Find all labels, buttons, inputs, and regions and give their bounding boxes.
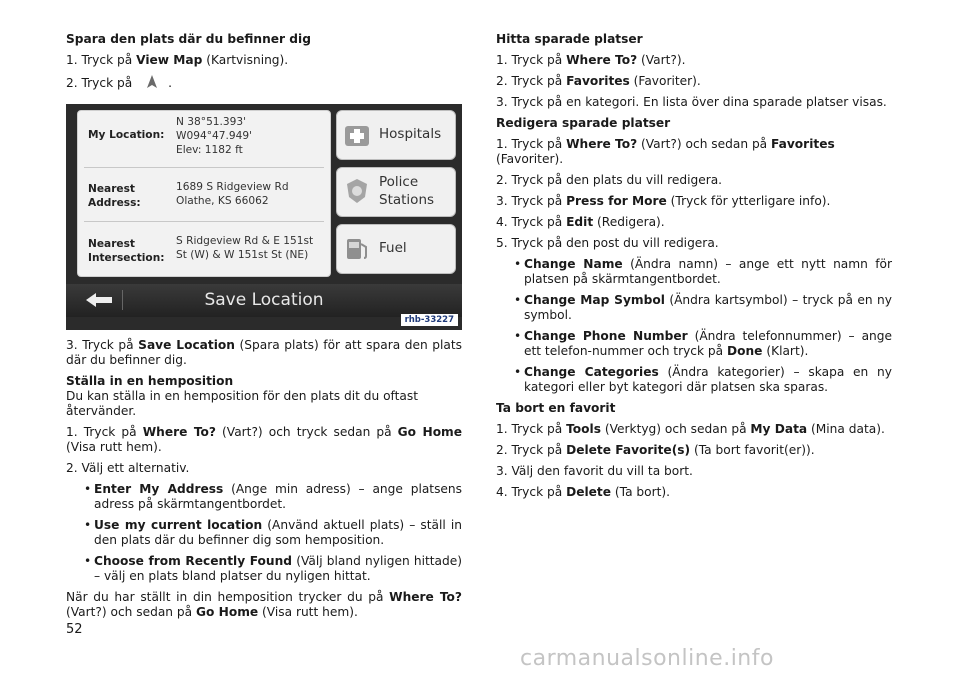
ui-term: Save Location bbox=[138, 338, 235, 352]
step-text: (Ta bort favorit(er)). bbox=[693, 443, 815, 457]
ui-term: Done bbox=[727, 344, 763, 358]
step-item bbox=[66, 461, 462, 476]
step-item bbox=[496, 53, 892, 68]
paragraph bbox=[66, 590, 462, 620]
section-heading: Redigera sparade platser bbox=[496, 116, 671, 130]
save-location-bar bbox=[66, 284, 462, 317]
step-number: 1. bbox=[496, 53, 508, 67]
my-location-row bbox=[88, 116, 324, 160]
category-label: Stations bbox=[379, 192, 435, 208]
row-label: Nearest bbox=[88, 183, 135, 195]
step-item bbox=[496, 464, 892, 479]
row-value: St (W) & W 151st St (NE) bbox=[176, 249, 309, 261]
step-number: 2. bbox=[496, 443, 508, 457]
step-number: 2. bbox=[496, 173, 508, 187]
ui-term: Delete bbox=[566, 485, 612, 499]
step-text: (Favoriter). bbox=[496, 152, 564, 166]
step-item bbox=[496, 137, 892, 167]
save-location-button[interactable]: Save Location bbox=[204, 290, 324, 310]
fuel-button[interactable] bbox=[336, 224, 456, 274]
step-item bbox=[496, 74, 892, 89]
step-item bbox=[496, 173, 892, 188]
hospital-icon bbox=[343, 120, 371, 148]
nearest-intersection-row bbox=[88, 235, 324, 265]
step-text: (Vart?). bbox=[641, 53, 686, 67]
row-label: Address: bbox=[88, 197, 141, 209]
ui-term: Where To? bbox=[142, 425, 216, 439]
step-text: Tryck på bbox=[511, 194, 563, 208]
right-column bbox=[496, 32, 892, 506]
step-text: Tryck på den post du vill redigera. bbox=[511, 236, 719, 250]
divider bbox=[84, 167, 324, 168]
step-text: (Favoriter). bbox=[633, 74, 701, 88]
bullet-text: (Ändra telefonnummer) – ange ett telefon-nummer och tryck på bbox=[524, 329, 893, 358]
step-text: (Vart?) och tryck sedan på bbox=[222, 425, 392, 439]
step-text: (Spara plats) för att spara den plats där du befinner dig. bbox=[66, 338, 463, 367]
step-item bbox=[496, 95, 892, 110]
step-text: (Vart?) och sedan på bbox=[641, 137, 768, 151]
step-text: . bbox=[168, 76, 172, 90]
ui-term: Edit bbox=[566, 215, 594, 229]
paragraph: Du kan ställa in en hemposition för den plats dit du oftast återvänder. bbox=[66, 389, 419, 418]
ui-term: Go Home bbox=[196, 605, 259, 619]
nearest-address-row bbox=[88, 181, 324, 211]
step-item bbox=[496, 236, 892, 251]
bullet-text: (Klart). bbox=[766, 344, 809, 358]
ui-term: Change Phone Number bbox=[524, 329, 688, 343]
step-number: 3. bbox=[66, 338, 78, 352]
row-value: W094°47.949' bbox=[176, 130, 252, 142]
step-number: 3. bbox=[496, 194, 508, 208]
step-text: (Vart?) och sedan på bbox=[66, 605, 193, 619]
step-item bbox=[496, 194, 892, 209]
section-heading: Ta bort en favorit bbox=[496, 401, 616, 415]
step-text: Välj den favorit du vill ta bort. bbox=[511, 464, 693, 478]
step-number: 2. bbox=[496, 74, 508, 88]
step-text: (Verktyg) och sedan på bbox=[604, 422, 747, 436]
step-number: 1. bbox=[66, 425, 78, 439]
location-info-panel bbox=[77, 110, 331, 277]
bullet-item bbox=[84, 518, 462, 548]
hospitals-button[interactable] bbox=[336, 110, 456, 160]
section-heading: Ställa in en hemposition bbox=[66, 374, 234, 388]
step-number: 3. bbox=[496, 464, 508, 478]
step-item bbox=[66, 74, 462, 94]
ui-term: Favorites bbox=[566, 74, 630, 88]
step-text: Tryck på bbox=[83, 425, 137, 439]
step-text: Tryck på bbox=[511, 74, 563, 88]
step-text: (Mina data). bbox=[811, 422, 885, 436]
bullet-text: (Ändra kategorier) – skapa en ny kategori eller byt kategori där platsen ska sparas. bbox=[524, 365, 892, 394]
bullet-text: (Välj bland nyligen hittade) – välj en plats bland platser du nyligen hittat. bbox=[94, 554, 463, 583]
step-item bbox=[66, 53, 462, 68]
row-value: S Ridgeview Rd & E 151st bbox=[176, 235, 314, 247]
step-text: Tryck på den plats du vill redigera. bbox=[511, 173, 723, 187]
step-number: 1. bbox=[496, 137, 508, 151]
bullet-text: (Ändra namn) – ange ett nytt namn för platsen på skärmtangentbordet. bbox=[524, 257, 893, 286]
ui-term: Press for More bbox=[566, 194, 667, 208]
ui-term: Delete Favorite(s) bbox=[566, 443, 691, 457]
divider bbox=[84, 221, 324, 222]
row-value: N 38°51.393' bbox=[176, 116, 247, 128]
left-column bbox=[66, 32, 462, 626]
bullet-item bbox=[514, 257, 892, 287]
step-text: Tryck på bbox=[511, 137, 563, 151]
ui-term: View Map bbox=[136, 53, 203, 67]
bullet-item bbox=[84, 554, 462, 584]
step-item bbox=[496, 422, 892, 437]
ui-term: Tools bbox=[566, 422, 601, 436]
step-number: 1. bbox=[496, 422, 508, 436]
step-text: Tryck på bbox=[511, 485, 563, 499]
step-text: Välj ett alternativ. bbox=[81, 461, 190, 475]
ui-term: Enter My Address bbox=[94, 482, 224, 496]
ui-term: Change Categories bbox=[524, 365, 659, 379]
step-text: Tryck på bbox=[81, 53, 133, 67]
step-item bbox=[66, 338, 462, 368]
police-badge-icon bbox=[343, 177, 371, 205]
ui-term: Choose from Recently Found bbox=[94, 554, 292, 568]
step-text: Tryck på bbox=[81, 76, 133, 90]
step-text: Tryck på bbox=[511, 422, 563, 436]
category-label: Fuel bbox=[379, 240, 407, 256]
bullet-text: (Använd aktuell plats) – ställ in den plats där du befinner dig som hemposition. bbox=[94, 518, 462, 547]
image-tag: rhb-33227 bbox=[401, 314, 458, 326]
person-map-icon bbox=[146, 74, 158, 94]
step-number: 4. bbox=[496, 215, 508, 229]
step-text: (Visa rutt hem). bbox=[262, 605, 358, 619]
row-label: Nearest bbox=[88, 238, 135, 250]
ui-term: Where To? bbox=[566, 137, 638, 151]
row-label: My Location: bbox=[88, 129, 165, 141]
step-text: Tryck på en kategori. En lista över dina sparade platser visas. bbox=[511, 95, 887, 109]
step-text: (Ta bort). bbox=[614, 485, 671, 499]
ui-term: My Data bbox=[750, 422, 808, 436]
step-number: 2. bbox=[66, 76, 78, 90]
category-label: Police bbox=[379, 174, 419, 190]
device-screenshot bbox=[66, 104, 462, 330]
ui-term: Change Map Symbol bbox=[524, 293, 665, 307]
bullet-item bbox=[514, 293, 892, 323]
step-number: 1. bbox=[66, 53, 78, 67]
row-value: 1689 S Ridgeview Rd bbox=[176, 181, 289, 193]
step-item bbox=[496, 485, 892, 500]
police-stations-button[interactable] bbox=[336, 167, 456, 217]
step-number: 2. bbox=[66, 461, 78, 475]
bullet-text: (Ange min adress) – ange platsens adress på skärmtangentbordet. bbox=[94, 482, 463, 511]
row-label: Intersection: bbox=[88, 252, 165, 264]
step-number: 5. bbox=[496, 236, 508, 250]
category-label: Hospitals bbox=[379, 126, 442, 142]
section-heading: Spara den plats där du befinner dig bbox=[66, 32, 311, 46]
ui-term: Favorites bbox=[771, 137, 835, 151]
step-text: När du har ställt in din hemposition trycker du på bbox=[66, 590, 384, 604]
step-text: Tryck på bbox=[511, 215, 563, 229]
bullet-item bbox=[514, 329, 892, 359]
bullet-text: (Ändra kartsymbol) – tryck på en ny symbol. bbox=[524, 293, 892, 322]
bullet-item bbox=[514, 365, 892, 395]
step-item bbox=[496, 215, 892, 230]
step-number: 3. bbox=[496, 95, 508, 109]
step-number: 4. bbox=[496, 485, 508, 499]
page-number: 52 bbox=[66, 622, 83, 637]
ui-term: Where To? bbox=[566, 53, 638, 67]
ui-term: Use my current location bbox=[94, 518, 263, 532]
ui-term: Go Home bbox=[397, 425, 463, 439]
step-text: (Redigera). bbox=[597, 215, 665, 229]
step-text: Tryck på bbox=[82, 338, 134, 352]
bullet-item bbox=[84, 482, 462, 512]
step-text: (Kartvisning). bbox=[206, 53, 289, 67]
step-text: Tryck på bbox=[511, 53, 563, 67]
row-value: Olathe, KS 66062 bbox=[176, 195, 269, 207]
step-text: (Visa rutt hem). bbox=[66, 440, 162, 454]
section-heading: Hitta sparade platser bbox=[496, 32, 643, 46]
ui-term: Change Name bbox=[524, 257, 623, 271]
fuel-pump-icon bbox=[343, 234, 371, 262]
step-text: (Tryck för ytterligare info). bbox=[670, 194, 831, 208]
watermark: carmanualsonline.info bbox=[520, 646, 774, 671]
step-item bbox=[496, 443, 892, 458]
row-value: Elev: 1182 ft bbox=[176, 144, 243, 156]
step-text: Tryck på bbox=[511, 443, 563, 457]
ui-term: Where To? bbox=[389, 590, 462, 604]
step-item bbox=[66, 425, 462, 455]
